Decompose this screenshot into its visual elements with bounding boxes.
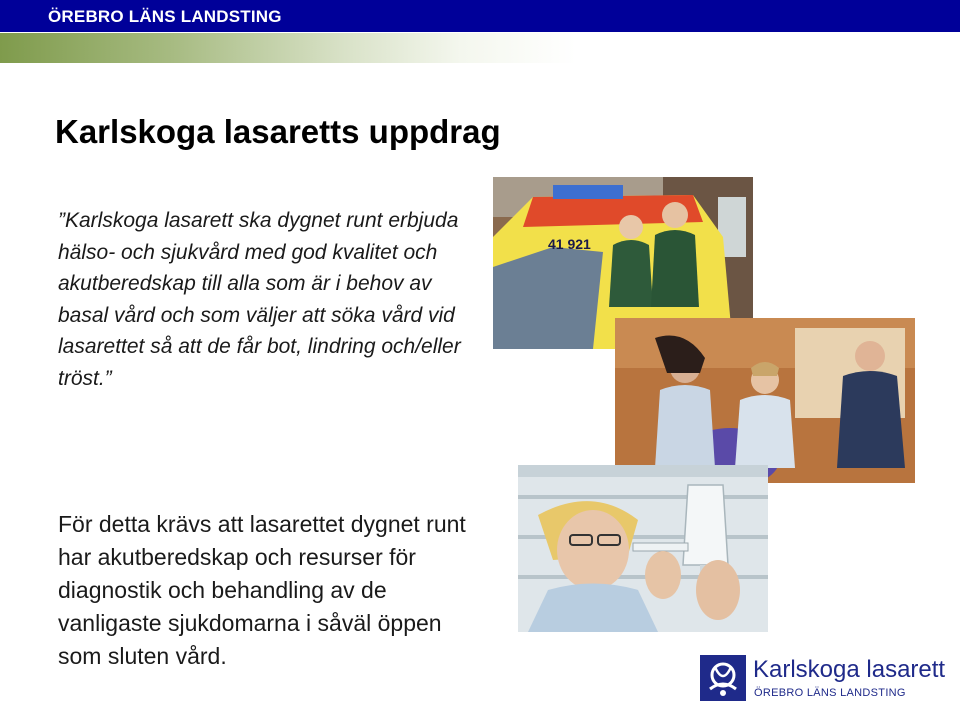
green-gradient-band: [0, 33, 960, 63]
org-name: ÖREBRO LÄNS LANDSTING: [48, 7, 282, 26]
landsting-emblem-icon: [700, 655, 746, 701]
ambulance-number: 41 921: [548, 236, 591, 252]
body-text: För detta krävs att lasarettet dygnet runt har akutberedskap och resurser för diagnostik och behandling av de vanligaste sjukdomarna i såväl öppen som sluten vård.: [58, 511, 466, 669]
staff-photo: [615, 318, 915, 483]
logo-name: Karlskoga lasarett: [753, 656, 946, 683]
mission-quote: ”Karlskoga lasarett ska dygnet runt erbjuda hälso- och sjukvård med god kvalitet och akutberedskap till alla som är i behov av basal vård och som väljer att söka vård vid lasarettet så att de får bot, lindring och/eller tröst.”: [58, 209, 461, 390]
karlskoga-logo: [700, 655, 950, 705]
nurse-photo: [518, 465, 768, 632]
logo-subtitle: ÖREBRO LÄNS LANDSTING: [754, 687, 906, 699]
slide-title: Karlskoga lasaretts uppdrag: [55, 113, 501, 150]
header-bar: [0, 0, 960, 32]
